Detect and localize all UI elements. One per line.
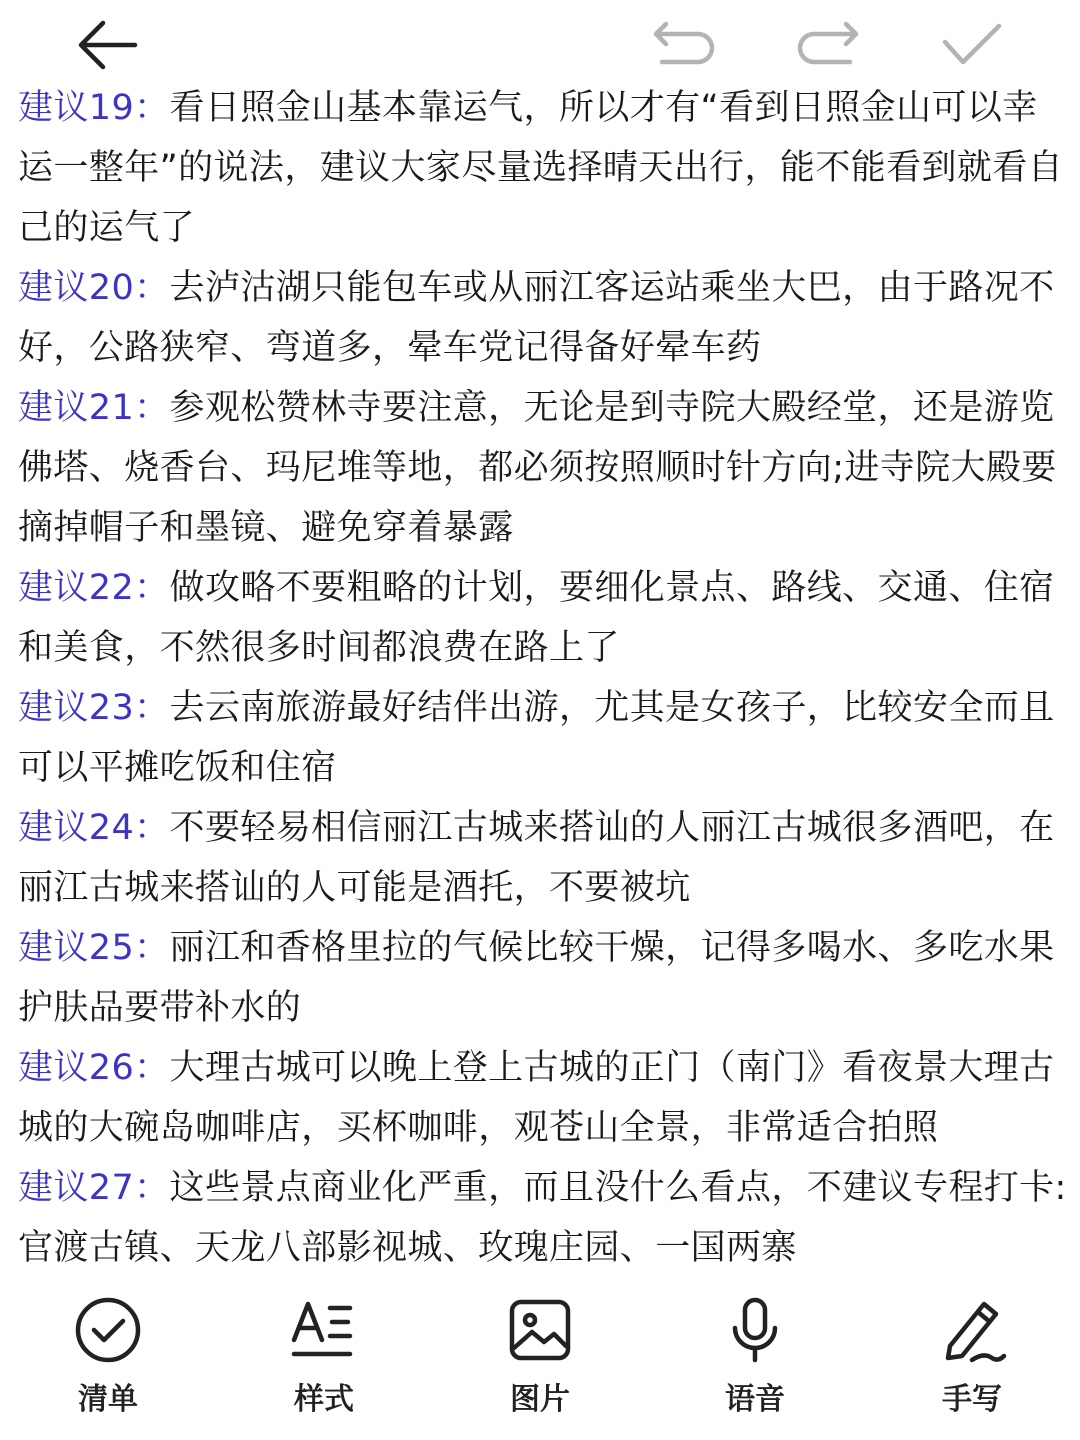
insert-image-button[interactable] (465, 1290, 615, 1430)
checklist-icon (72, 1294, 144, 1366)
note-paragraph (18, 678, 1068, 798)
redo-button[interactable] (792, 12, 864, 78)
note-paragraph (18, 378, 1068, 558)
paragraph-text: 去泸沽湖只能包车或从丽江客运站乘坐大巴，由于路况不好，公路狭窄、弯道多，晕车党记得备好晕车药 (18, 268, 1055, 368)
image-icon (504, 1294, 576, 1366)
paragraph-tag: 建议26： (18, 1048, 170, 1088)
voice-input-button[interactable] (680, 1290, 830, 1430)
microphone-icon (719, 1294, 791, 1366)
handwrite-button[interactable] (897, 1290, 1047, 1430)
checklist-button[interactable] (33, 1290, 183, 1430)
paragraph-tag: 建议19： (18, 88, 170, 128)
paragraph-text: 做攻略不要粗略的计划，要细化景点、路线、交通、住宿和美食，不然很多时间都浪费在路上了 (18, 568, 1055, 668)
note-paragraph (18, 78, 1068, 258)
paragraph-text: 大理古城可以晚上登上古城的正门（南门》看夜景大理古城的大碗岛咖啡店，买杯咖啡，观苍山全景，非常适合拍照 (18, 1048, 1055, 1148)
top-toolbar (0, 0, 1080, 84)
undo-button[interactable] (648, 12, 720, 78)
bottom-toolbar (0, 1290, 1080, 1440)
undo-icon (650, 20, 718, 70)
paragraph-tag: 建议21： (18, 388, 170, 428)
paragraph-text: 去云南旅游最好结伴出游，尤其是女孩子，比较安全而且可以平摊吃饭和住宿 (18, 688, 1055, 788)
paragraph-text: 这些景点商业化严重，而且没什么看点，不建议专程打卡:官渡古镇、天龙八部影视城、玫瑰庄园、一国两寨 (18, 1168, 1067, 1268)
paragraph-tag: 建议23： (18, 688, 170, 728)
note-paragraph (18, 1158, 1068, 1278)
note-paragraph (18, 918, 1068, 1038)
voice-input-label: 语音 (725, 1382, 785, 1417)
note-paragraph (18, 258, 1068, 378)
paragraph-text: 看日照金山基本靠运气，所以才有“看到日照金山可以幸运一整年”的说法，建议大家尽量选择晴天出行，能不能看到就看自己的运气了 (18, 88, 1064, 248)
paragraph-tag: 建议25： (18, 928, 170, 968)
paragraph-tag: 建议20： (18, 268, 170, 308)
insert-image-label: 图片 (510, 1382, 570, 1417)
note-paragraph (18, 558, 1068, 678)
text-style-label: 样式 (294, 1382, 354, 1417)
paragraph-tag: 建议24： (18, 808, 170, 848)
text-style-button[interactable] (249, 1290, 399, 1430)
redo-icon (794, 20, 862, 70)
checklist-label: 清单 (78, 1382, 138, 1417)
note-body[interactable] (18, 78, 1068, 1278)
paragraph-text: 丽江和香格里拉的气候比较干燥，记得多喝水、多吃水果护肤品要带补水的 (18, 928, 1055, 1028)
check-icon (939, 20, 1005, 70)
note-paragraph (18, 1038, 1068, 1158)
back-button[interactable] (70, 12, 142, 78)
note-paragraph (18, 798, 1068, 918)
pen-icon (936, 1294, 1008, 1366)
paragraph-text: 不要轻易相信丽江古城来搭讪的人丽江古城很多酒吧，在丽江古城来搭讪的人可能是酒托，不要被坑 (18, 808, 1055, 908)
paragraph-tag: 建议22： (18, 568, 170, 608)
arrow-left-icon (73, 15, 139, 75)
text-style-icon (288, 1294, 360, 1366)
done-button[interactable] (936, 12, 1008, 78)
paragraph-text: 参观松赞林寺要注意，无论是到寺院大殿经堂，还是游览佛塔、烧香台、玛尼堆等地，都必须按照顺时针方向;进寺院大殿要摘掉帽子和墨镜、避免穿着暴露 (18, 388, 1057, 548)
paragraph-tag: 建议27： (18, 1168, 170, 1208)
handwrite-label: 手写 (942, 1382, 1002, 1417)
